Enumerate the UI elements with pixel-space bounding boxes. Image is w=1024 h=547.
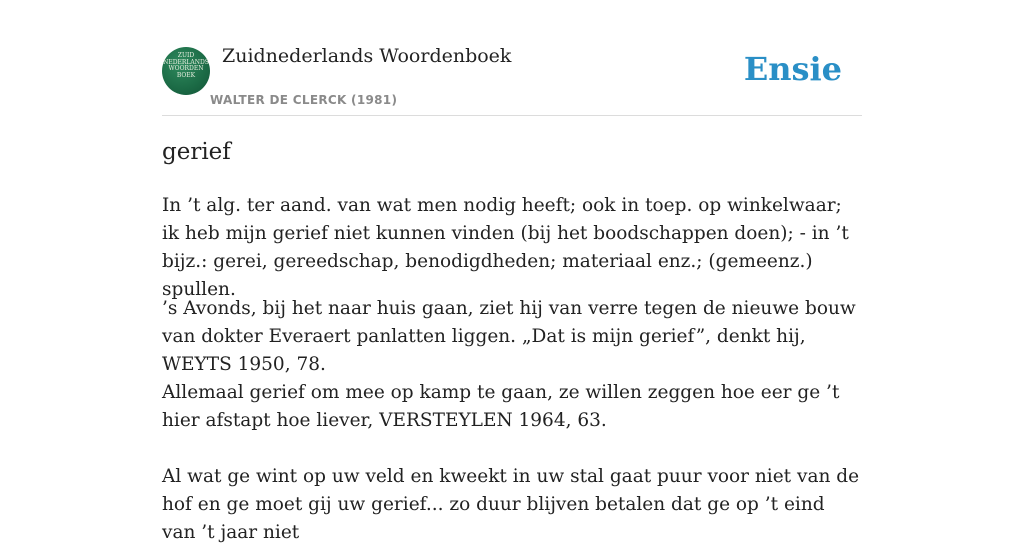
- dictionary-author: WALTER DE CLERCK (1981): [210, 93, 398, 107]
- dictionary-title[interactable]: Zuidnederlands Woordenboek: [222, 45, 512, 67]
- dictionary-logo-text: ZUID NEDERLANDS WOORDEN BOEK: [163, 52, 209, 79]
- ensie-logo-link[interactable]: Ensie: [743, 50, 842, 88]
- entry-container: [162, 0, 862, 543]
- example-quote: Al wat ge wint op uw veld en kweekt in uw stal gaat puur voor niet van de hof en ge moet gij uw gerief... zo duur blijven betalen dat ge op ’t eind van ’t jaar niet: [162, 466, 860, 543]
- definition-text: In ’t alg. ter aand. van wat men nodig heeft; ook in toep. op winkelwaar; ik heb mijn gerief niet kunnen vinden (bij het boodschappen doen); - in ’t bijz.: gerei, gereedschap, benodigdheden; materiaal enz.; (gemeenz.) spullen.: [162, 195, 849, 300]
- example-quote: Allemaal gerief om mee op kamp te gaan, ze willen zeggen hoe eer ge ’t hier afstapt hoe liever, VERSTEYLEN 1964, 63.: [162, 382, 840, 431]
- example-quote: ’s Avonds, bij het naar huis gaan, ziet hij van verre tegen de nieuwe bouw van dokter Everaert panlatten liggen. „Dat is mijn gerief”, denkt hij, WEYTS 1950, 78.: [162, 298, 856, 375]
- dictionary-logo[interactable]: [162, 47, 210, 95]
- entry-header: [162, 0, 862, 116]
- headword: gerief: [162, 139, 231, 165]
